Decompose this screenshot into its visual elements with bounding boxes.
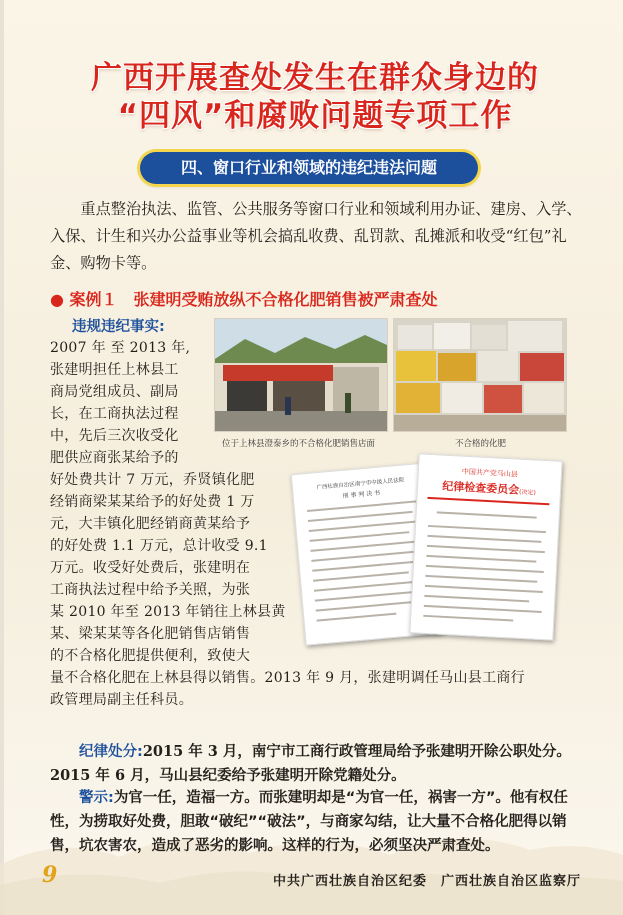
case-title — [50, 289, 590, 311]
section-heading: 四、窗口行业和领域的违纪违法问题 — [140, 152, 478, 184]
case-title-text: 案例１ 张建明受贿放纵不合格化肥销售被严肃查处 — [69, 290, 438, 309]
store-photo-image — [215, 319, 387, 431]
intro-paragraph: 重点整治执法、监管、公共服务等窗口行业和领域利用办证、建房、入学、入保、计生和兴办公益事业等机会搞乱收费、乱罚款、乱摊派和收受“红包”礼金、购物卡等。 — [50, 200, 582, 272]
fact-line: 某 2010 年至 2013 年销往上林县黄 — [50, 604, 286, 620]
fertilizer-photo-caption: 不合格的化肥 — [455, 439, 507, 449]
fact-line: 长，在工商执法过程 — [50, 406, 179, 422]
fact-line: 肥供应商张某给予的 — [50, 450, 179, 466]
fact-line: 中，先后三次收受化 — [50, 428, 179, 444]
warning-label: 警示: — [79, 790, 114, 806]
fact-line: 某、梁某某等各化肥销售店销售 — [50, 626, 251, 642]
store-photo — [214, 318, 388, 432]
bullet-icon: ● — [50, 290, 64, 309]
court-document-header: 广西壮族自治区南宁市中级人民法院 — [316, 477, 405, 492]
fact-line: 商局党组成员、副局 — [50, 384, 179, 400]
fact-line: 政管理局副主任科员。 — [50, 692, 193, 708]
fact-line: 工商执法过程中给予关照，为张 — [50, 582, 251, 598]
fact-line: 的不合格化肥提供便利，致使大 — [50, 648, 251, 664]
discipline-document-image — [409, 453, 562, 640]
page-title-line2: “四风”和腐败问题专项工作 — [117, 98, 513, 134]
discipline-document-header: 中国共产党马山县 — [461, 467, 519, 479]
fact-line: 的好处费 1.1 万元，总计收受 9.1 — [50, 538, 268, 554]
fertilizer-photo-image — [394, 319, 566, 431]
fact-line: 2007 年 至 2013 年, — [50, 340, 191, 356]
discipline-text: 2015 年 3 月，南宁市工商行政管理局给予张建明开除公职处分。2015 年 6 月，马山县纪委给予张建明开除党籍处分。 — [50, 743, 571, 784]
fact-line: 万元。收受好处费后，张建明在 — [50, 560, 251, 576]
discipline-paragraph — [50, 740, 595, 788]
fact-line: 好处费共计 7 万元，乔贤镇化肥 — [50, 472, 255, 488]
discipline-document-title-text: 纪律检查委员会 — [441, 479, 520, 497]
store-photo-caption: 位于上林县澄泰乡的不合格化肥销售店面 — [222, 439, 376, 449]
page-title-line1: 广西开展查处发生在群众身边的 — [91, 60, 539, 96]
fact-line: 张建明担任上林县工 — [50, 362, 179, 378]
warning-text: 为官一任，造福一方。而张建明却是“为官一任，祸害一方”。他有权任性，为捞取好处费，胆敢“破纪”“破法”，与商家勾结，让大量不合格化肥得以销售，坑农害农，造成了恶劣的影响。这样的行为，必须坚决严肃查处。 — [50, 790, 568, 854]
fact-line: 量不合格化肥在上林县得以销售。2013 年 9 月，张建明调任马山县工商行 — [50, 670, 525, 686]
warning-paragraph — [50, 786, 595, 858]
fact-line: 元，大丰镇化肥经销商黄某给予 — [50, 516, 251, 532]
fertilizer-photo — [393, 318, 567, 432]
footer-organization: 中共广西壮族自治区纪委 广西壮族自治区监察厅 — [272, 874, 581, 889]
page-number: 9 — [42, 862, 58, 888]
discipline-document-stamp: (决定) — [518, 488, 536, 497]
facts-label: 违规违纪事实: — [72, 319, 165, 335]
discipline-label: 纪律处分: — [79, 744, 143, 760]
court-document-title: 刑 事 判 决 书 — [342, 489, 381, 500]
fact-line: 经销商梁某某给予的好处费 1 万 — [50, 494, 255, 510]
